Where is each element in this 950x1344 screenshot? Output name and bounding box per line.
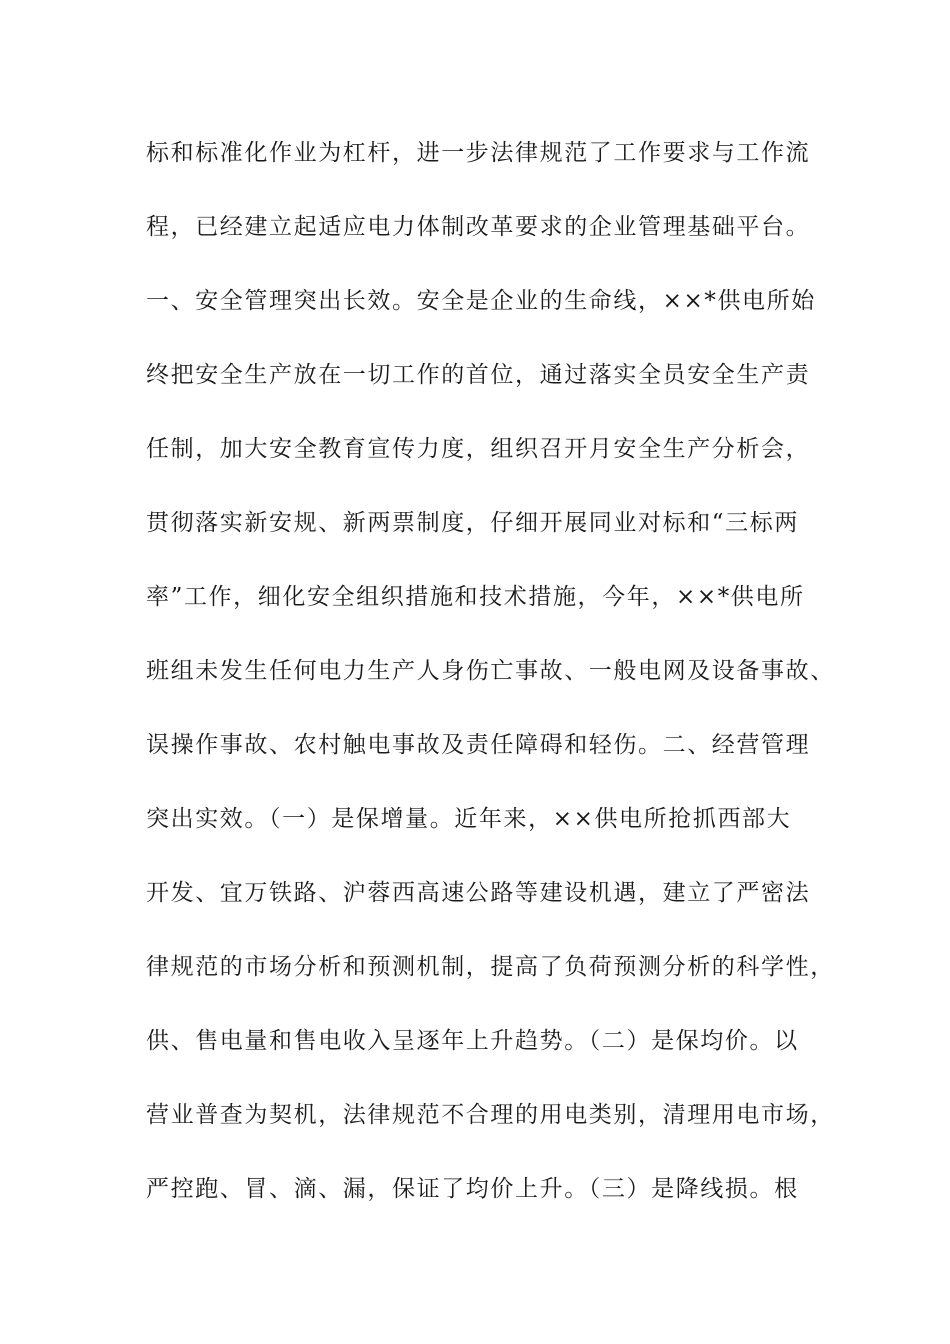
body-text: [146, 130, 846, 1240]
text-line-4: 终把安全生产放在一切工作的首位，通过落实全员安全生产责: [146, 362, 811, 388]
text-line-5: 任制，加大安全教育宣传力度，组织召开月安全生产分析会，: [146, 436, 811, 462]
text-line-9: 误操作事故、农村触电事故及责任障碍和轻伤。二、经营管理: [146, 732, 811, 758]
text-line-13: 供、售电量和售电收入呈逐年上升趋势。（二）是保均价。以: [146, 1028, 799, 1054]
text-line-15: 严控跑、冒、滴、漏，保证了均价上升。（三）是降线损。根: [146, 1176, 799, 1202]
text-line-6: 贯彻落实新安规、新两票制度，仔细开展同业对标和“三标两: [146, 510, 799, 536]
text-line-7: 率”工作，细化安全组织措施和技术措施，今年，××*供电所: [146, 584, 805, 610]
text-line-2: 程，已经建立起适应电力体制改革要求的企业管理基础平台。: [146, 214, 811, 240]
text-line-8: 班组未发生任何电力生产人身伤亡事故、一般电网及设备事故、: [146, 658, 835, 684]
text-line-14: 营业普查为契机，法律规范不合理的用电类别，清理用电市场，: [146, 1102, 835, 1128]
text-line-12: 律规范的市场分析和预测机制，提高了负荷预测分析的科学性，: [146, 954, 835, 980]
text-line-1: 标和标准化作业为杠杆，进一步法律规范了工作要求与工作流: [146, 140, 811, 166]
text-line-10: 突出实效。（一）是保增量。近年来，××供电所抢抓西部大: [146, 806, 792, 832]
text-line-11: 开发、宜万铁路、沪蓉西高速公路等建设机遇，建立了严密法: [146, 880, 811, 906]
text-line-3: 一、安全管理突出长效。安全是企业的生命线，××*供电所始: [146, 288, 816, 314]
